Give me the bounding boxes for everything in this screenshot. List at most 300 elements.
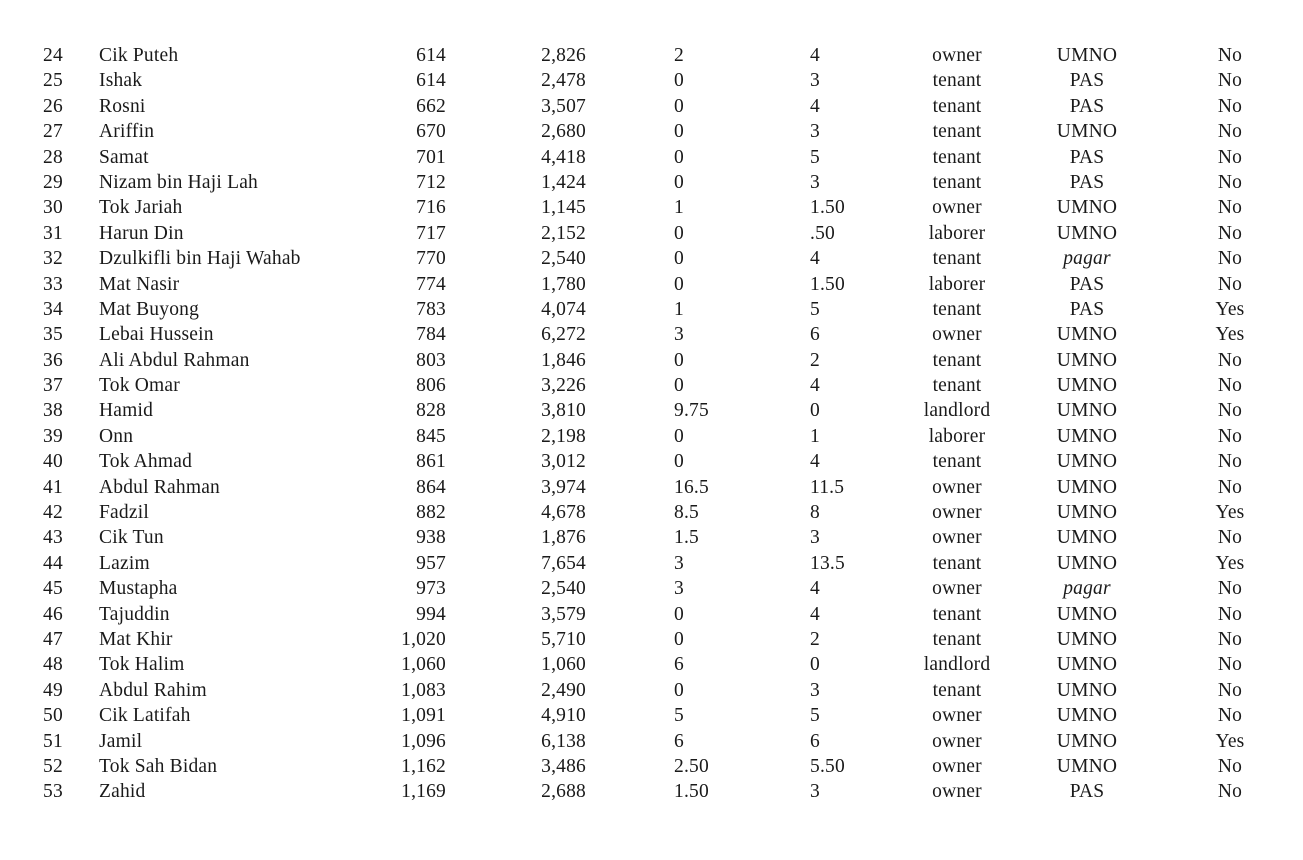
yes-no-cell: No [1217,603,1243,625]
row-number: 39 [43,425,63,447]
value-b: 2,490 [541,679,586,701]
value-c: 0 [674,349,684,371]
yes-no-cell: No [1217,222,1243,244]
household-name: Tok Halim [99,654,185,676]
value-c: 0 [674,603,684,625]
household-name: Mustapha [99,578,178,600]
row-number: 43 [43,527,63,549]
status-cell: owner [932,705,982,727]
value-a: 716 [416,197,446,219]
yes-no-cell: Yes [1215,298,1245,320]
value-b: 4,074 [541,298,586,320]
yes-no-cell: No [1217,45,1243,66]
household-name: Hamid [99,400,154,422]
yes-no-cell: No [1217,476,1243,498]
row-number: 53 [43,781,63,803]
status-cell: owner [932,578,982,600]
household-name: Fadzil [99,502,149,524]
value-c: 0 [674,222,684,244]
row-number: 25 [43,70,63,92]
value-d: .50 [810,222,835,244]
household-name: Tok Jariah [99,197,183,219]
table-row [0,170,1303,195]
household-name: Lazim [99,552,150,574]
table-row [0,652,1303,677]
value-d: 4 [810,375,820,397]
table-row [0,322,1303,347]
status-cell: owner [932,730,982,752]
value-a: 783 [416,298,446,320]
yes-no-cell: No [1217,375,1243,397]
value-a: 712 [416,171,446,193]
value-b: 1,780 [541,273,586,295]
value-a: 1,083 [401,679,446,701]
value-a: 864 [416,476,446,498]
row-number: 34 [43,298,63,320]
yes-no-cell: No [1217,654,1243,676]
status-cell: owner [932,781,982,803]
household-name: Tok Omar [99,375,180,397]
row-number: 36 [43,349,63,371]
value-b: 3,012 [541,451,586,473]
value-b: 3,486 [541,755,586,777]
table-row [0,119,1303,144]
table-row [0,246,1303,271]
value-a: 994 [416,603,446,625]
value-b: 1,424 [541,171,586,193]
yes-no-cell: No [1217,705,1243,727]
row-number: 31 [43,222,63,244]
row-number: 24 [43,45,63,66]
value-c: 0 [674,248,684,270]
party-cell: UMNO [1056,400,1118,422]
table-row [0,297,1303,322]
household-name: Tok Ahmad [99,451,193,473]
status-cell: tenant [932,146,982,168]
status-cell: tenant [932,121,982,143]
value-b: 3,579 [541,603,586,625]
yes-no-cell: No [1217,451,1243,473]
household-name: Lebai Hussein [99,324,214,346]
yes-no-cell: No [1217,171,1243,193]
value-c: 3 [674,552,684,574]
row-number: 51 [43,730,63,752]
status-cell: tenant [932,171,982,193]
value-d: 3 [810,527,820,549]
table-row [0,576,1303,601]
row-number: 30 [43,197,63,219]
value-c: 0 [674,273,684,295]
value-b: 2,540 [541,578,586,600]
value-a: 614 [416,70,446,92]
row-number: 33 [43,273,63,295]
value-b: 5,710 [541,628,586,650]
yes-no-cell: No [1217,755,1243,777]
value-a: 828 [416,400,446,422]
household-name: Abdul Rahim [99,679,207,701]
status-cell: tenant [932,628,982,650]
value-c: 0 [674,121,684,143]
value-a: 1,162 [401,755,446,777]
value-c: 6 [674,730,684,752]
table-row [0,551,1303,576]
table-row [0,754,1303,779]
party-cell: UMNO [1056,121,1118,143]
value-b: 2,688 [541,781,586,803]
status-cell: owner [932,45,982,66]
party-cell: PAS [1069,70,1105,92]
party-cell: UMNO [1056,527,1118,549]
value-a: 717 [416,222,446,244]
yes-no-cell: Yes [1215,502,1245,524]
party-cell: UMNO [1056,755,1118,777]
row-number: 40 [43,451,63,473]
value-a: 662 [416,95,446,117]
value-c: 3 [674,324,684,346]
household-name: Dzulkifli bin Haji Wahab [99,248,301,270]
value-a: 1,020 [401,628,446,650]
row-number: 28 [43,146,63,168]
table-row [0,348,1303,373]
household-name: Mat Nasir [99,273,180,295]
value-a: 1,091 [401,705,446,727]
household-name: Rosni [99,95,146,117]
value-c: 1.5 [674,527,699,549]
row-number: 48 [43,654,63,676]
household-name: Ariffin [99,121,155,143]
value-d: 2 [810,349,820,371]
party-cell: UMNO [1056,451,1118,473]
value-d: 5 [810,298,820,320]
yes-no-cell: No [1217,146,1243,168]
table-row [0,525,1303,550]
status-cell: landlord [923,654,991,676]
value-b: 4,418 [541,146,586,168]
household-name: Ali Abdul Rahman [99,349,250,371]
status-cell: owner [932,476,982,498]
value-c: 0 [674,70,684,92]
party-cell: UMNO [1056,425,1118,447]
status-cell: tenant [932,375,982,397]
yes-no-cell: Yes [1215,552,1245,574]
household-name: Cik Puteh [99,45,179,66]
status-cell: owner [932,197,982,219]
value-c: 5 [674,705,684,727]
status-cell: landlord [923,400,991,422]
status-cell: tenant [932,349,982,371]
table-row [0,68,1303,93]
row-number: 47 [43,628,63,650]
yes-no-cell: No [1217,349,1243,371]
party-cell: pagar [1063,248,1111,270]
value-d: 3 [810,679,820,701]
row-number: 38 [43,400,63,422]
value-d: 4 [810,603,820,625]
value-b: 2,478 [541,70,586,92]
value-c: 8.5 [674,502,699,524]
table-row [0,43,1303,68]
value-d: 4 [810,451,820,473]
party-cell: UMNO [1056,628,1118,650]
value-d: 1.50 [810,273,845,295]
party-cell: UMNO [1056,603,1118,625]
value-b: 3,226 [541,375,586,397]
value-b: 4,910 [541,705,586,727]
value-d: 3 [810,70,820,92]
party-cell: UMNO [1056,705,1118,727]
value-c: 0 [674,375,684,397]
table-row [0,221,1303,246]
value-d: 3 [810,171,820,193]
value-d: 2 [810,628,820,650]
table-row [0,627,1303,652]
status-cell: laborer [928,222,986,244]
value-c: 2.50 [674,755,709,777]
status-cell: tenant [932,679,982,701]
household-name: Abdul Rahman [99,476,221,498]
value-d: 3 [810,121,820,143]
value-c: 0 [674,679,684,701]
table-row [0,145,1303,170]
party-cell: PAS [1069,95,1105,117]
value-c: 0 [674,425,684,447]
table-row [0,779,1303,804]
party-cell: PAS [1069,171,1105,193]
value-b: 1,145 [541,197,586,219]
party-cell: UMNO [1056,324,1118,346]
household-name: Tajuddin [99,603,170,625]
status-cell: tenant [932,451,982,473]
table-row [0,729,1303,754]
household-name: Harun Din [99,222,184,244]
status-cell: owner [932,324,982,346]
value-b: 3,974 [541,476,586,498]
household-name: Zahid [99,781,146,803]
value-a: 861 [416,451,446,473]
household-name: Cik Tun [99,527,164,549]
row-number: 32 [43,248,63,270]
value-d: 4 [810,95,820,117]
table-row [0,449,1303,474]
value-a: 774 [416,273,446,295]
value-b: 3,810 [541,400,586,422]
row-number: 26 [43,95,63,117]
value-c: 0 [674,171,684,193]
table-row [0,373,1303,398]
yes-no-cell: No [1217,248,1243,270]
row-number: 52 [43,755,63,777]
value-d: 0 [810,400,820,422]
value-c: 0 [674,146,684,168]
party-cell: UMNO [1056,679,1118,701]
household-name: Jamil [99,730,143,752]
value-a: 803 [416,349,446,371]
party-cell: PAS [1069,781,1105,803]
table-row [0,678,1303,703]
status-cell: laborer [928,273,986,295]
household-name: Mat Khir [99,628,173,650]
value-b: 2,680 [541,121,586,143]
yes-no-cell: No [1217,121,1243,143]
value-a: 938 [416,527,446,549]
value-d: 5.50 [810,755,845,777]
party-cell: PAS [1069,146,1105,168]
value-a: 770 [416,248,446,270]
value-d: 5 [810,705,820,727]
value-a: 784 [416,324,446,346]
party-cell: UMNO [1056,349,1118,371]
party-cell: UMNO [1056,730,1118,752]
value-b: 2,198 [541,425,586,447]
value-a: 806 [416,375,446,397]
yes-no-cell: No [1217,781,1243,803]
value-c: 3 [674,578,684,600]
value-d: 1.50 [810,197,845,219]
value-a: 882 [416,502,446,524]
value-a: 957 [416,552,446,574]
value-b: 1,876 [541,527,586,549]
value-a: 1,060 [401,654,446,676]
household-name: Cik Latifah [99,705,191,727]
value-b: 6,138 [541,730,586,752]
value-a: 614 [416,45,446,66]
yes-no-cell: No [1217,679,1243,701]
status-cell: tenant [932,95,982,117]
party-cell: pagar [1063,578,1111,600]
table-row [0,475,1303,500]
status-cell: tenant [932,70,982,92]
table-row [0,703,1303,728]
table-row [0,195,1303,220]
yes-no-cell: Yes [1215,324,1245,346]
value-d: 8 [810,502,820,524]
party-cell: UMNO [1056,476,1118,498]
table-row [0,94,1303,119]
table-row [0,602,1303,627]
value-b: 1,846 [541,349,586,371]
value-d: 0 [810,654,820,676]
value-a: 670 [416,121,446,143]
party-cell: UMNO [1056,222,1118,244]
value-b: 2,826 [541,45,586,66]
row-number: 46 [43,603,63,625]
status-cell: owner [932,502,982,524]
yes-no-cell: Yes [1215,730,1245,752]
value-d: 1 [810,425,820,447]
status-cell: tenant [932,248,982,270]
party-cell: UMNO [1056,552,1118,574]
household-name: Samat [99,146,149,168]
row-number: 37 [43,375,63,397]
value-c: 0 [674,95,684,117]
household-name: Mat Buyong [99,298,200,320]
yes-no-cell: No [1217,273,1243,295]
status-cell: tenant [932,603,982,625]
value-d: 4 [810,578,820,600]
value-a: 973 [416,578,446,600]
value-b: 1,060 [541,654,586,676]
value-a: 845 [416,425,446,447]
row-number: 50 [43,705,63,727]
row-number: 27 [43,121,63,143]
value-a: 1,169 [401,781,446,803]
household-name: Nizam bin Haji Lah [99,171,259,193]
row-number: 45 [43,578,63,600]
value-b: 4,678 [541,502,586,524]
table-row [0,424,1303,449]
value-d: 3 [810,781,820,803]
household-table [0,43,1303,805]
value-a: 1,096 [401,730,446,752]
value-b: 6,272 [541,324,586,346]
table-row [0,398,1303,423]
yes-no-cell: No [1217,425,1243,447]
value-d: 6 [810,324,820,346]
row-number: 41 [43,476,63,498]
value-c: 1 [674,298,684,320]
value-b: 2,152 [541,222,586,244]
row-number: 44 [43,552,63,574]
household-name: Ishak [99,70,143,92]
party-cell: PAS [1069,273,1105,295]
yes-no-cell: No [1217,400,1243,422]
table-row [0,272,1303,297]
yes-no-cell: No [1217,70,1243,92]
value-d: 5 [810,146,820,168]
status-cell: owner [932,527,982,549]
row-number: 49 [43,679,63,701]
row-number: 35 [43,324,63,346]
party-cell: UMNO [1056,45,1118,66]
yes-no-cell: No [1217,578,1243,600]
status-cell: tenant [932,552,982,574]
value-d: 13.5 [810,552,845,574]
party-cell: UMNO [1056,375,1118,397]
value-d: 4 [810,45,820,66]
party-cell: UMNO [1056,502,1118,524]
party-cell: UMNO [1056,654,1118,676]
value-b: 7,654 [541,552,586,574]
value-c: 16.5 [674,476,709,498]
value-c: 0 [674,628,684,650]
status-cell: laborer [928,425,986,447]
yes-no-cell: No [1217,95,1243,117]
value-c: 0 [674,451,684,473]
value-c: 6 [674,654,684,676]
value-b: 2,540 [541,248,586,270]
value-a: 701 [416,146,446,168]
value-d: 11.5 [810,476,845,498]
status-cell: owner [932,755,982,777]
row-number: 42 [43,502,63,524]
household-name: Onn [99,425,134,447]
yes-no-cell: No [1217,527,1243,549]
yes-no-cell: No [1217,628,1243,650]
value-c: 1.50 [674,781,709,803]
value-b: 3,507 [541,95,586,117]
value-d: 4 [810,248,820,270]
row-number: 29 [43,171,63,193]
value-c: 1 [674,197,684,219]
yes-no-cell: No [1217,197,1243,219]
table-row [0,500,1303,525]
party-cell: UMNO [1056,197,1118,219]
household-name: Tok Sah Bidan [99,755,218,777]
value-d: 6 [810,730,820,752]
status-cell: tenant [932,298,982,320]
value-c: 9.75 [674,400,709,422]
party-cell: PAS [1069,298,1105,320]
